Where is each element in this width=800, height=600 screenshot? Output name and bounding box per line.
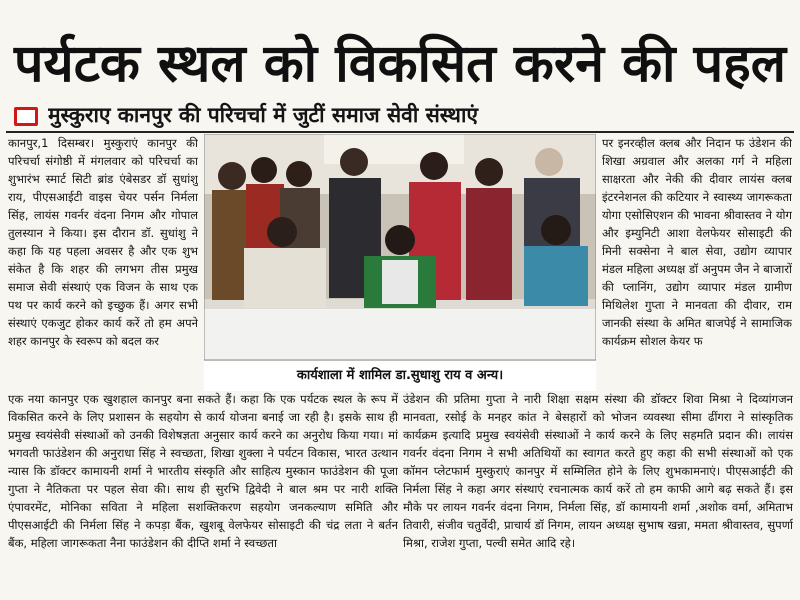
article-text-bottom-right: उंडेशन की प्रतिमा गुप्ता ने नारी शिक्षा सक्षम संस्था की डॉक्टर शिवा मिश्रा ने दिव्यांगजन मानवता, रसोई के मनहर कांत ने बेसहारों को भोजन व्यवस्था सीमा ढींगरा ने सांस्कृतिक कार्यक्रम इत्यादि प्रमुख स्वयंसेवी संस्थाओं ने कार्य करने के लिए सहमति प्रदान की। लायंस गवर्नर वंदना निगम ने सभी अतिथियों का स्वागत करते हुए कहा की सभी संस्थाओं को एक कॉमन प्लेटफार्म मुस्कुराएं कानपुर में सम्मिलित होने के लिए शुभकामनाएं। पीएसआईटी की निर्मला सिंह ने कहा अगर संस्थाएं रचनात्मक कार्य करें तो हम काफी आगे बढ़ सकते हैं। इस मौके पर लायन गवर्नर वंदना निगम, निर्मला सिंह, डॉ कामायनी शर्मा ,अशोक वर्मा, अमिताभ तिवारी, संजीव चतुर्वेदी, प्राचार्य डॉ निगम, लायन अध्यक्ष सुभाष खन्ना, ममता श्रीवास्तव, सुपर्णा मिश्रा, राजेश गुप्ता, पल्वी समेत आदि रहे। — [403, 392, 793, 550]
article-column-left — [8, 134, 198, 390]
subheadline: मुस्कुराए कानपुर की परिचर्चा में जुटीं समाज सेवी संस्थाएं — [48, 103, 479, 127]
article-column-bottom-right — [403, 390, 793, 590]
group-photo-image — [204, 134, 596, 360]
article-text-right: पर इनरव्हील क्लब और निदान फ उंडेशन की शिखा अग्रवाल और अलका गर्ग ने महिला साक्षरता और नेकी की दीवार लायंस क्लब इंटरनेशनल की कटियार ने स्वास्थ्य जागरूकता योगा एसोसिएशन की भावना श्रीवास्तव ने योग और इम्युनिटी आशा वेलफेयर सोसाइटी की मिनी सक्सेना ने बाल सेवा, उद्योग व्यापार मंडल महिला अध्यक्ष डॉ अनुपम जैन ने बाजारों की प्लानिंग, उद्योग व्यापार मंडल ग्रामीण मिथिलेश गुप्ता ने मानवता की दीवार, राम जानकी संस्था के अमित बाजपेई ने सामाजिक कार्यक्रम सोशल केयर फ — [602, 136, 792, 348]
article-column-right — [602, 134, 792, 390]
article-text-bottom-left: एक नया कानपुर एक खुशहाल कानपुर बना सकते हैं। कहा कि एक पर्यटक स्थल के रूप में विकसित करने के लिए प्रशासन के सहयोग से कार्य योजना बनाई जा रही है। इसके साथ ही प्रमुख स्वयंसेवी संस्थाओं को उनकी विशेषज्ञता अनुसार कार्य करने का अनुरोध किया गया। मां भगवती फाउंडेशन की अनुराधा सिंह ने स्वच्छता, शिखा शुक्ला ने पर्यटन विकास, भारत उत्थान न्यास कि डॉक्टर कामायनी शर्मा ने भारतीय संस्कृति और साहित्य मुस्कान फाउंडेशन की पूजा गुप्ता ने नैतिकता पर पहल सेवा की। साथ ही सुरभि द्विवेदी ने बाल श्रम पर नारी शक्ति एंपावरमेंट, मोनिका सविता ने महिला सशक्तिकरण सहयोग जनकल्याण समिति और पीएसआईटी की निर्मला सिंह ने कपड़ा बैंक, खुशबू वेलफेयर सोसाइटी की चंद्र लता ने बर्तन बैंक, महिला जागरूकता नैना फाउंडेशन की दीप्ति शर्मा ने स्वच्छता — [8, 392, 398, 550]
bullet-box-icon — [14, 107, 38, 126]
headline: पर्यटक स्थल को विकसित करने की पहल — [14, 34, 786, 94]
article-column-bottom-left — [8, 390, 398, 590]
photo-caption: कार्यशाला में शामिल डा.सुधाशु राय व अन्य। — [296, 368, 504, 383]
divider — [6, 131, 794, 133]
article-text-left: कानपुर,1 दिसम्बर। मुस्कुराएं कानपुर की परिचर्चा संगोष्ठी में मंगलवार को परिचर्चा का शुभारंभ स्मार्ट सिटी ब्रांड एंबेसडर डॉ सुधांशु राय, पीएसआईटी वाइस चेयर पर्सन निर्मला सिंह, लायंस गवर्नर वंदना निगम और गोपाल तुलस्यान ने किया। इस दौरान डॉ. सुधांशु ने कहा कि यह पहला अवसर है और एक शुभ संकेत है कि शहर की लगभग तीस प्रमुख समाज सेवी संस्थाएं एक विजन के साथ एक पथ पर कार्य करने को इच्छुक हैं। अगर सभी संस्थाएं एकजुट होकर कार्य करें तो हम अपने शहर कानपुर के स्वरूप को बदल कर — [8, 136, 198, 348]
photo-caption-bar — [204, 360, 596, 391]
subheadline-bar — [8, 101, 794, 129]
news-photo — [204, 134, 596, 360]
top-strip — [0, 0, 800, 18]
